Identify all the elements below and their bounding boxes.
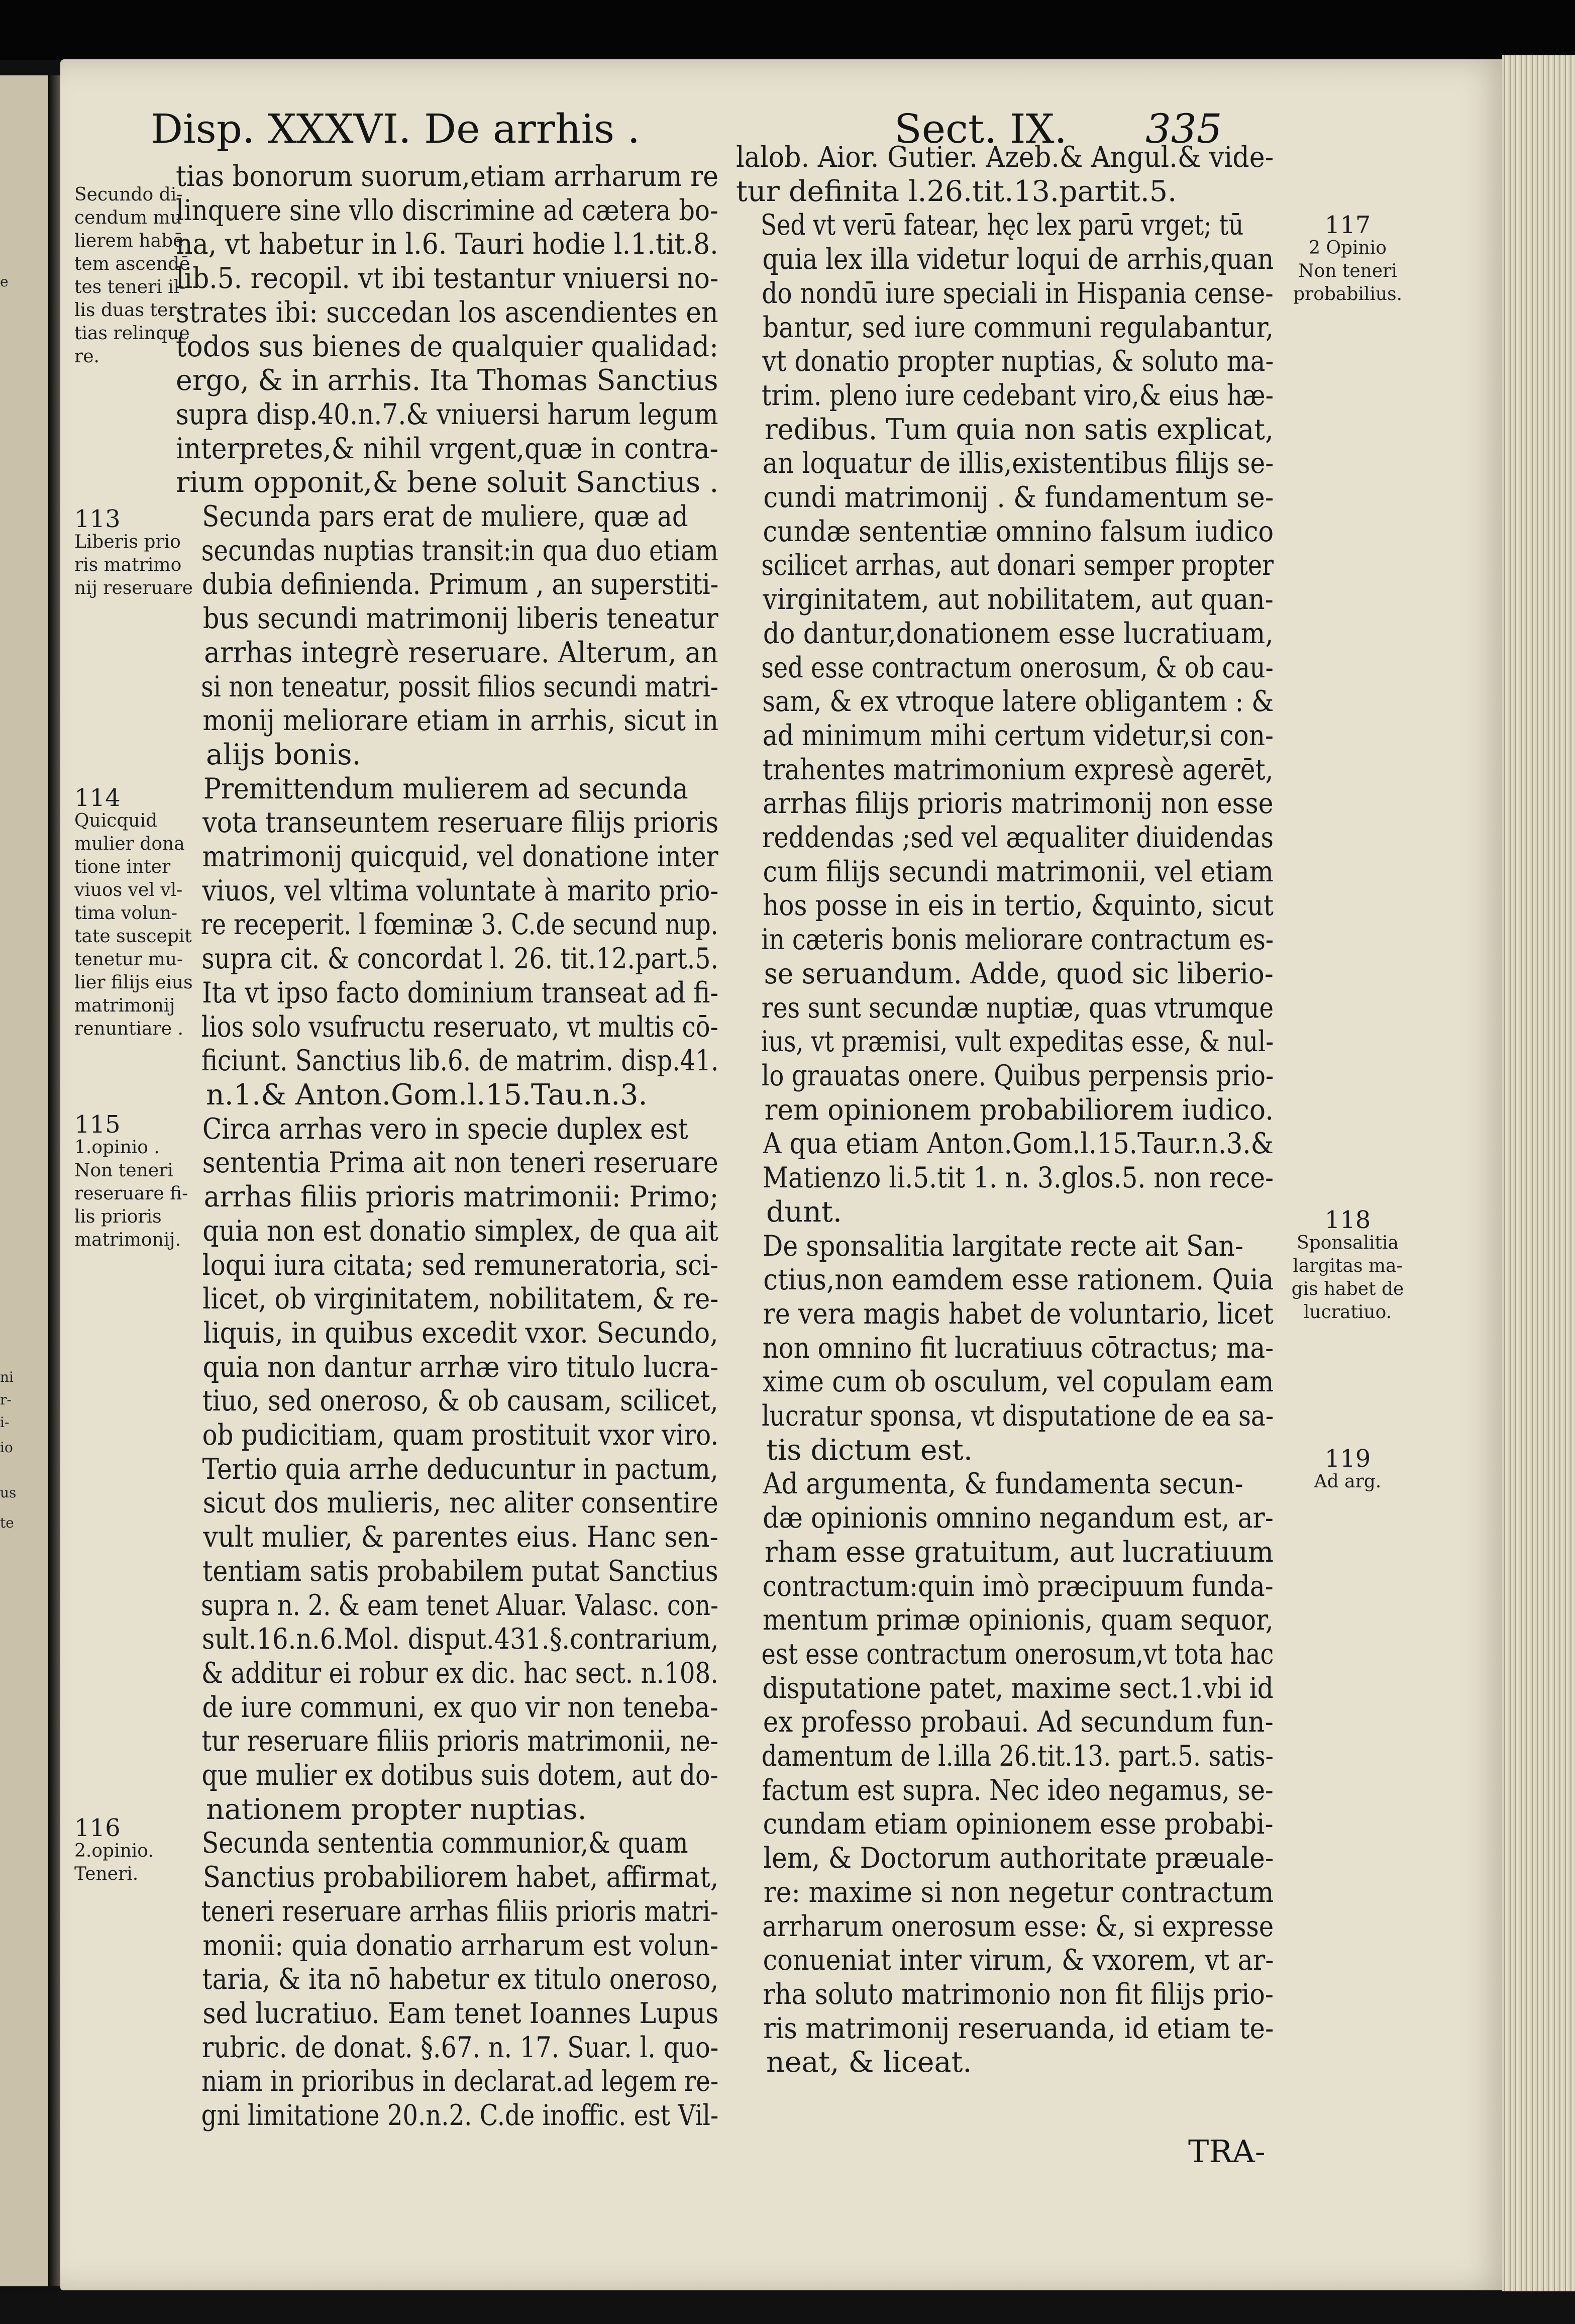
margin-note-line: matrimonij. — [74, 1230, 181, 1250]
text-line: dubia definienda. Primum , an superstiti- — [202, 568, 719, 601]
text-line: contractum:quin imò præcipuum funda- — [762, 1569, 1274, 1603]
paragraph — [736, 141, 1274, 209]
text-line: mentum primæ opinionis, quam sequor, — [762, 1603, 1274, 1637]
page-stack-edges — [1502, 55, 1575, 2296]
text-line: vt donatio propter nuptias, & soluto ma- — [762, 345, 1274, 378]
margin-note-line: Teneri. — [74, 1864, 139, 1884]
margin-note-right — [1279, 1208, 1417, 1324]
text-line: linquere sine vllo discrimine ad cætera bo- — [176, 193, 718, 227]
text-line: trim. pleno iure cedebant viro,& eius hæ- — [761, 378, 1274, 412]
text-line: licet, ob virginitatem, nobilitatem, & re- — [202, 1282, 719, 1316]
text-line: monij meliorare etiam in arrhis, sicut in — [202, 704, 719, 738]
text-line: nationem propter nuptias. — [206, 1792, 587, 1826]
text-line: vult mulier, & parentes eius. Hanc sen- — [203, 1521, 718, 1554]
margin-note-line: 2 Opinio — [1309, 238, 1387, 258]
margin-note-line: mulier dona — [74, 834, 185, 854]
text-line: ius, vt præmisi, vult expeditas esse, & nul- — [761, 1025, 1274, 1059]
text-line: re receperit. l fœminæ 3. C.de secund nup. — [200, 908, 718, 942]
paragraph — [736, 1230, 1274, 1468]
text-line: Sed vt verū fatear, hęc lex parū vrget; tū — [761, 209, 1244, 242]
text-line: lib.5. recopil. vt ibi testantur vniuersi no- — [176, 262, 719, 295]
text-line: Sanctius probabiliorem habet, affirmat, — [202, 1861, 719, 1894]
text-line: vota transeuntem reseruare filijs prioris — [202, 806, 719, 840]
text-line: virginitatem, aut nobilitatem, aut quan- — [763, 583, 1274, 617]
text-line: rham esse gratuitum, aut lucratiuum — [764, 1535, 1274, 1569]
margin-note-line: lis prioris — [74, 1206, 162, 1227]
text-line: xime cum ob osculum, vel copulam eam — [763, 1365, 1274, 1399]
text-line: tur definita l.26.tit.13.partit.5. — [736, 174, 1177, 208]
marginal-number: 118 — [1324, 1206, 1371, 1234]
margin-note-line: Ad arg. — [1314, 1471, 1382, 1492]
text-line: quia lex illa videtur loqui de arrhis,quan — [762, 243, 1274, 276]
text-line: arrhas filijs prioris matrimonij non esse — [763, 787, 1274, 821]
facing-page-fragment: us — [0, 1484, 17, 1501]
text-line: non omnino fit lucratiuus cōtractus; ma- — [762, 1331, 1274, 1365]
margin-note-left — [74, 784, 193, 1041]
text-line: re vera magis habet de voluntario, licet — [763, 1297, 1274, 1331]
text-line: supra disp.40.n.7.& vniuersi harum legum — [176, 397, 718, 431]
text-line: hos posse in eis in tertio, &quinto, sicut — [762, 889, 1274, 923]
text-line: arrharum onerosum esse: &, si expresse — [762, 1909, 1274, 1943]
text-line: Matienzo li.5.tit 1. n. 3.glos.5. non rece- — [762, 1161, 1274, 1195]
text-line: factum est supra. Nec ideo negamus, se- — [762, 1773, 1274, 1807]
text-line: ris matrimonij reseruanda, id etiam te- — [763, 2011, 1274, 2045]
paragraph — [736, 209, 1274, 1229]
text-line: interpretes,& nihil vrgent,quæ in contra- — [176, 432, 719, 465]
text-line: do dantur,donationem esse lucratiuam, — [763, 617, 1274, 650]
text-line: & additur ei robur ex dic. hac sect. n.108. — [201, 1656, 718, 1690]
text-line: Tertio quia arrhe deducuntur in pactum, — [202, 1452, 718, 1486]
margin-note-line: Non teneri — [1298, 261, 1397, 281]
margin-note-line: tias relinque — [74, 323, 190, 344]
margin-note-line: lucratiuo. — [1303, 1302, 1392, 1323]
text-line: tis dictum est. — [766, 1433, 973, 1467]
margin-note-left — [74, 505, 193, 600]
text-line: tentiam satis probabilem putat Sanctius — [202, 1554, 718, 1588]
text-line: na, vt habetur in l.6. Tauri hodie l.1.tit.8. — [176, 228, 718, 261]
text-line: niam in prioribus in declarat.ad legem re- — [201, 2065, 719, 2098]
margin-note-line: tes teneri il- — [74, 277, 186, 297]
text-line: sed lucratiuo. Eam tenet Ioannes Lupus — [202, 1996, 719, 2030]
text-line: A qua etiam Anton.Gom.l.15.Taur.n.3.& — [763, 1127, 1274, 1161]
page-number: 335 — [1145, 106, 1222, 152]
margin-note-line: gis habet de — [1291, 1279, 1404, 1299]
text-line: lalob. Aior. Gutier. Azeb.& Angul.& vide- — [736, 141, 1274, 174]
text-line: bantur, sed iure communi regulabantur, — [762, 311, 1274, 344]
marginal-number: 117 — [1324, 211, 1371, 239]
text-line: ficiunt. Sanctius lib.6. de matrim. disp.41. — [201, 1044, 719, 1078]
text-line: tias bonorum suorum,etiam arrharum re — [176, 160, 719, 193]
facing-page-fragment: io — [0, 1439, 13, 1456]
facing-page-fragment: i- — [0, 1414, 10, 1431]
text-line: lo grauatas onere. Quibus perpensis prio- — [761, 1059, 1274, 1092]
margin-note-line: viuos vel vl- — [74, 880, 183, 900]
text-line: Ita vt ipso facto dominium transeat ad fi- — [202, 976, 719, 1009]
text-line: Ad argumenta, & fundamenta secun- — [763, 1467, 1243, 1501]
text-line: todos sus bienes de qualquier qualidad: — [176, 330, 719, 363]
text-line: que mulier ex dotibus suis dotem, aut do- — [201, 1759, 718, 1792]
text-line: taria, & ita nō habetur ex titulo oneroso, — [202, 1963, 719, 1996]
bottom-background — [0, 2291, 1575, 2324]
text-line: supra n. 2. & eam tenet Aluar. Valasc. con- — [201, 1588, 719, 1622]
text-line: lucratur sponsa, vt disputatione de ea sa- — [762, 1399, 1274, 1433]
text-line: de iure communi, ex quo vir non teneba- — [202, 1690, 718, 1724]
marginal-number: 113 — [74, 505, 121, 533]
text-column-left — [176, 160, 718, 2133]
margin-note-line: Non teneri — [74, 1160, 173, 1181]
text-line: strates ibi: succedan los ascendientes en — [176, 295, 718, 329]
text-line: disputatione patet, maxime sect.1.vbi id — [762, 1671, 1274, 1705]
margin-note-line: Sponsalitia — [1297, 1233, 1399, 1253]
text-line: teneri reseruare arrhas filiis prioris matri- — [201, 1894, 719, 1928]
text-line: ex professo probaui. Ad secundum fun- — [763, 1705, 1274, 1739]
margin-note-right — [1279, 1447, 1417, 1493]
text-line: trahentes matrimonium expresè agerēt, — [762, 753, 1274, 786]
text-line: se seruandum. Adde, quod sic liberio- — [764, 957, 1274, 990]
text-line: cundam etiam opinionem esse probabi- — [763, 1807, 1274, 1841]
text-line: n.1.& Anton.Gom.l.15.Tau.n.3. — [206, 1078, 648, 1112]
text-line: rium opponit,& bene soluit Sanctius . — [176, 466, 719, 499]
text-line: monii: quia donatio arrharum est volun- — [202, 1929, 719, 1962]
text-column-right — [736, 141, 1274, 2080]
text-line: rubric. de donat. §.67. n. 17. Suar. l. quo- — [201, 2031, 719, 2064]
marginal-number: 115 — [74, 1110, 121, 1139]
text-line: re: maxime si non negetur contractum — [763, 1875, 1274, 1909]
text-line: in cæteris bonis meliorare contractum es- — [761, 923, 1274, 957]
paragraph — [176, 1827, 718, 2133]
text-line: liquis, in quibus excedit vxor. Secundo, — [203, 1316, 718, 1350]
text-line: supra cit. & concordat l. 26. tit.12.part.5. — [201, 942, 719, 976]
text-line: matrimonij quicquid, vel donatione inter — [202, 840, 718, 874]
text-line: do nondū iure speciali in Hispania cense- — [762, 276, 1274, 310]
text-line: rem opinionem probabiliorem iudico. — [764, 1093, 1274, 1127]
text-line: an loquatur de illis,existentibus filijs se- — [762, 447, 1274, 480]
marginal-number: 119 — [1324, 1445, 1371, 1473]
text-line: scilicet arrhas, aut donari semper propter — [761, 549, 1274, 582]
margin-note-line: Quicquid — [74, 811, 158, 831]
margin-note-line: ris matrimo — [74, 555, 182, 575]
margin-note-line: lierem habē — [74, 231, 184, 251]
text-line: arrhas integrè reseruare. Alterum, an — [204, 636, 718, 669]
text-line: est esse contractum onerosum,vt tota hac — [761, 1637, 1274, 1671]
text-line: ergo, & in arrhis. Ita Thomas Sanctius — [176, 364, 718, 397]
margin-note-right — [1279, 211, 1417, 306]
text-line: secundas nuptias transit:in qua duo etiam — [201, 534, 718, 567]
text-line: sult.16.n.6.Mol. disput.431.§.contrarium, — [202, 1623, 719, 1656]
text-line: ad minimum mihi certum videtur,si con- — [762, 719, 1274, 752]
margin-note-line: Liberis prio — [74, 532, 181, 552]
text-line: ob pudicitiam, quam prostituit vxor viro. — [202, 1419, 719, 1452]
margin-note-line: tima volun- — [74, 903, 178, 924]
text-line: arrhas filiis prioris matrimonii: Primo; — [203, 1180, 719, 1214]
text-line: cundi matrimonij . & fundamentum se- — [763, 481, 1274, 515]
margin-note-line: tenetur mu- — [74, 949, 183, 970]
text-line: lios solo vsufructu reseruato, vt multis cō- — [201, 1010, 718, 1044]
facing-page-fragment: te — [0, 1514, 14, 1531]
text-line: neat, & liceat. — [766, 2046, 972, 2079]
running-head-section: Sect. IX. — [894, 106, 1067, 152]
margin-note-line: lis duas ter- — [74, 300, 183, 321]
text-line: rha soluto matrimonio non fit filijs prio- — [763, 1977, 1274, 2011]
text-line: dæ opinionis omnino negandum est, ar- — [763, 1501, 1274, 1535]
text-line: De sponsalitia largitate recte ait San- — [763, 1229, 1243, 1263]
margin-note-line: Secundo di- — [74, 184, 183, 205]
text-line: sententia Prima ait non teneri reseruare — [202, 1146, 718, 1180]
text-line: tur reseruare filiis prioris matrimonii, ne- — [201, 1725, 719, 1758]
text-line: quia non dantur arrhæ viro titulo lucra- — [202, 1350, 719, 1384]
text-line: viuos, vel vltima voluntate à marito prio- — [202, 874, 719, 907]
facing-page-fragment: ni — [0, 1369, 14, 1385]
margin-note-left — [74, 183, 190, 368]
running-head-left: Disp. XXXVI. De arrhis . — [151, 106, 641, 152]
margin-note-line: largitas ma- — [1293, 1256, 1403, 1276]
paragraph — [176, 500, 718, 772]
margin-note-line: tem ascendē — [74, 254, 190, 274]
margin-note-line: cendum mu — [74, 208, 182, 228]
text-line: gni limitatione 20.n.2. C.de inoffic. est Vil- — [201, 2099, 719, 2133]
margin-note-line: reseruare fi- — [74, 1183, 188, 1204]
text-line: Secunda pars erat de muliere, quæ ad — [202, 500, 688, 534]
paragraph — [176, 160, 718, 500]
paragraph — [176, 772, 718, 1113]
facing-page-fragment: e — [0, 273, 9, 290]
text-line: cum filijs secundi matrimonii, vel etiam — [763, 855, 1274, 888]
text-line: sicut dos mulieris, nec aliter consentire — [202, 1486, 718, 1520]
text-line: Circa arrhas vero in specie duplex est — [202, 1112, 688, 1146]
margin-note-line: matrimonij — [74, 995, 175, 1016]
margin-note-line: nij reseruare — [74, 578, 193, 598]
text-line: alijs bonis. — [206, 738, 361, 771]
text-line: cundæ sententiæ omnino falsum iudico — [763, 515, 1274, 548]
marginal-number: 116 — [74, 1814, 121, 1842]
text-line: sam, & ex vtroque latere obligantem : & — [762, 685, 1274, 719]
text-line: si non teneatur, possit filios secundi matri- — [201, 670, 718, 703]
margin-note-line: tione inter — [74, 857, 171, 877]
text-line: res sunt secundæ nuptiæ, quas vtrumque — [761, 991, 1274, 1025]
text-line: quia non est donatio simplex, de qua ait — [202, 1214, 718, 1248]
margin-note-left — [74, 1110, 188, 1252]
margin-note-line: re. — [74, 346, 99, 367]
top-background — [0, 0, 1575, 60]
margin-note-line: 2.opinio. — [74, 1841, 154, 1861]
catchword: TRA- — [1188, 2133, 1266, 2170]
text-line: conueniat inter virum, & vxorem, vt ar- — [763, 1944, 1274, 1977]
text-line: lem, & Doctorum authoritate præuale- — [763, 1842, 1274, 1875]
text-line: loqui iura citata; sed remuneratoria, sci- — [202, 1248, 719, 1282]
paragraph — [736, 1467, 1274, 2080]
text-line: dunt. — [766, 1195, 842, 1229]
margin-note-line: probabilius. — [1293, 284, 1403, 305]
text-line: ctius,non eamdem esse rationem. Quia — [763, 1263, 1274, 1297]
text-line: damentum de l.illa 26.tit.13. part.5. satis- — [761, 1740, 1274, 1773]
margin-note-line: renuntiare . — [74, 1019, 183, 1039]
text-line: bus secundi matrimonij liberis teneatur — [202, 602, 718, 636]
margin-note-left — [74, 1816, 167, 1886]
margin-note-line: tate suscepit — [74, 926, 192, 947]
text-line: sed esse contractum onerosum, & ob cau- — [761, 651, 1274, 684]
text-line: redibus. Tum quia non satis explicat, — [764, 413, 1274, 446]
paragraph — [176, 1113, 718, 1827]
text-line: Premittendum mulierem ad secunda — [203, 772, 688, 805]
text-line: reddendas ;sed vel æqualiter diuidendas — [762, 821, 1274, 855]
margin-note-line: lier filijs eius — [74, 972, 193, 993]
marginal-number: 114 — [74, 784, 121, 812]
text-line: Secunda sententia communior,& quam — [201, 1827, 688, 1860]
text-line: tiuo, sed oneroso, & ob causam, scilicet, — [202, 1384, 718, 1418]
facing-page-fragment: r- — [0, 1391, 12, 1408]
margin-note-line: 1.opinio . — [74, 1137, 160, 1158]
